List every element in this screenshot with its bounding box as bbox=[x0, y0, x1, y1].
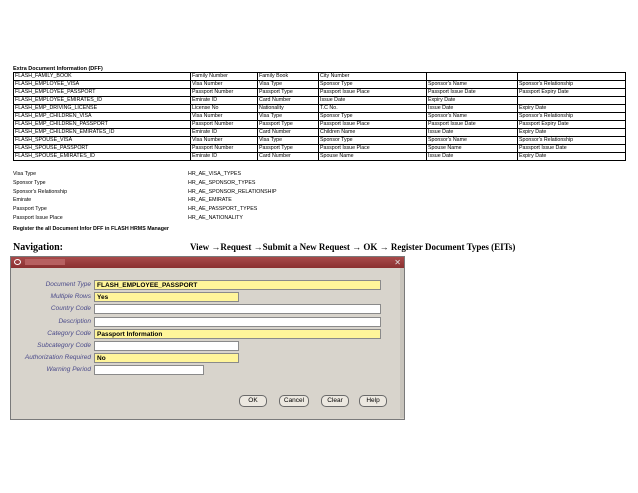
form-row bbox=[11, 291, 404, 303]
table-cell: Issue Date bbox=[427, 153, 518, 161]
table-cell: Issue Date bbox=[427, 105, 518, 113]
table-cell: City Number bbox=[319, 73, 427, 81]
table-cell: Visa Number bbox=[191, 137, 258, 145]
table-cell bbox=[518, 97, 626, 105]
field-label: Description bbox=[58, 317, 91, 325]
value-set-list bbox=[13, 170, 277, 223]
table-cell: Passport Issue Place bbox=[319, 121, 427, 129]
navigation-path: View →Request →Submit a New Request → OK → Register Document Types (EITs) bbox=[190, 242, 516, 252]
table-cell: FLASH_EMP_DRIVING_LICENSE bbox=[14, 105, 191, 113]
table-cell: Passport Number bbox=[191, 145, 258, 153]
table-cell: License No bbox=[191, 105, 258, 113]
cancel-button[interactable]: Cancel bbox=[279, 395, 309, 407]
form-row bbox=[11, 364, 404, 376]
table-cell: Passport Expiry Date bbox=[518, 89, 626, 97]
table-cell: Passport Type bbox=[258, 121, 319, 129]
field-label: Subcategory Code bbox=[37, 342, 91, 349]
form-field-input[interactable]: No bbox=[94, 353, 239, 363]
table-cell: FLASH_EMPLOYEE_EMIRATES_ID bbox=[14, 97, 191, 105]
table-cell: Card Number bbox=[258, 129, 319, 137]
table-cell: Passport Type bbox=[258, 89, 319, 97]
navigation-label: Navigation: bbox=[13, 242, 63, 253]
value-set-value: HR_AE_SPONSOR_TYPES bbox=[188, 179, 256, 186]
table-cell: Card Number bbox=[258, 153, 319, 161]
table-cell: FLASH_SPOUSE_EMIRATES_ID bbox=[14, 153, 191, 161]
table-cell: Passport Issue Place bbox=[319, 89, 427, 97]
form-field-input[interactable]: Passport Information bbox=[94, 329, 381, 339]
table-row bbox=[14, 81, 626, 89]
table-cell: Sponsor's Relationship bbox=[518, 137, 626, 145]
table-cell bbox=[518, 73, 626, 81]
table-cell: Expiry Date bbox=[427, 97, 518, 105]
form-row bbox=[11, 328, 404, 340]
form-row bbox=[11, 352, 404, 364]
table-cell: Emirate ID bbox=[191, 129, 258, 137]
table-cell: Card Number bbox=[258, 97, 319, 105]
table-cell: Sponsor's Name bbox=[427, 137, 518, 145]
field-label: Warning Period bbox=[46, 366, 91, 374]
table-cell: Sponsor's Name bbox=[427, 81, 518, 89]
window-scrollbar[interactable] bbox=[400, 268, 404, 418]
table-cell: Visa Number bbox=[191, 113, 258, 121]
value-set-value: HR_AE_NATIONALITY bbox=[188, 214, 243, 221]
table-cell: Children Name bbox=[319, 129, 427, 137]
table-cell: T.C No. bbox=[319, 105, 427, 113]
table-cell: Sponsor's Relationship bbox=[518, 81, 626, 89]
table-cell: Family Number bbox=[191, 73, 258, 81]
table-cell: FLASH_FAMILY_BOOK bbox=[14, 73, 191, 81]
table-cell: Sponsor Type bbox=[319, 137, 427, 145]
table-cell: Nationality bbox=[258, 105, 319, 113]
oracle-logo-icon bbox=[14, 259, 21, 265]
table-cell: Spouse Name bbox=[427, 145, 518, 153]
register-document-types-window bbox=[10, 256, 405, 420]
form-field-input[interactable] bbox=[94, 341, 239, 351]
form-field-input[interactable] bbox=[94, 317, 381, 327]
table-cell: Visa Number bbox=[191, 81, 258, 89]
value-set-row bbox=[13, 196, 277, 205]
table-cell: Sponsor Type bbox=[319, 81, 427, 89]
form-field-input[interactable] bbox=[94, 365, 204, 375]
table-cell: Passport Issue Date bbox=[427, 121, 518, 129]
field-label: Country Code bbox=[50, 305, 91, 313]
table-row bbox=[14, 73, 626, 81]
table-cell: FLASH_EMP_CHILDREN_PASSPORT bbox=[14, 121, 191, 129]
value-set-row bbox=[13, 214, 277, 223]
window-titlebar bbox=[11, 257, 404, 268]
table-row bbox=[14, 129, 626, 137]
help-button[interactable]: Help bbox=[359, 395, 387, 407]
table-cell: Passport Number bbox=[191, 89, 258, 97]
field-label: Authorization Required bbox=[24, 354, 91, 362]
form-field-input[interactable] bbox=[94, 304, 381, 314]
table-cell: Sponsor Type bbox=[319, 113, 427, 121]
table-cell: Issue Date bbox=[427, 129, 518, 137]
table-cell: Passport Issue Date bbox=[427, 89, 518, 97]
table-cell: FLASH_EMP_CHILDREN_EMIRATES_ID bbox=[14, 129, 191, 137]
clear-button[interactable]: Clear bbox=[321, 395, 349, 407]
value-set-value: HR_AE_VISA_TYPES bbox=[188, 171, 241, 177]
value-set-row bbox=[13, 188, 277, 197]
register-note: Register the all Document Infor DFF in FLASH HRMS Manager bbox=[13, 226, 169, 232]
value-set-key: Passport Issue Place bbox=[13, 214, 63, 221]
table-cell: Emirate ID bbox=[191, 153, 258, 161]
value-set-key: Passport Type bbox=[13, 206, 47, 213]
table-row bbox=[14, 113, 626, 121]
form-row bbox=[11, 303, 404, 315]
field-label: Multiple Rows bbox=[50, 293, 91, 301]
table-row bbox=[14, 97, 626, 105]
table-cell: Passport Number bbox=[191, 121, 258, 129]
table-cell: Expiry Date bbox=[518, 153, 626, 161]
value-set-key: Sponsor Type bbox=[13, 179, 46, 186]
field-label: Document Type bbox=[45, 281, 91, 288]
form-row bbox=[11, 316, 404, 328]
value-set-value: HR_AE_SPONSOR_RELATIONSHIP bbox=[188, 188, 277, 195]
table-cell: FLASH_EMP_CHILDREN_VISA bbox=[14, 113, 191, 121]
table-cell: Sponsor's Relationship bbox=[518, 113, 626, 121]
table-cell: FLASH_SPOUSE_VISA bbox=[14, 137, 191, 145]
value-set-key: Sponsor's Relationship bbox=[13, 188, 68, 195]
table-cell: FLASH_EMPLOYEE_PASSPORT bbox=[14, 89, 191, 97]
dff-table bbox=[13, 72, 626, 161]
table-cell: Visa Type bbox=[258, 81, 319, 89]
value-set-value: HR_AE_EMIRATE bbox=[188, 197, 232, 204]
close-icon[interactable]: ✕ bbox=[394, 258, 401, 267]
table-cell: Family Book bbox=[258, 73, 319, 81]
value-set-row bbox=[13, 179, 277, 188]
value-set-key: Visa Type bbox=[13, 171, 37, 177]
table-cell: Expiry Date bbox=[518, 105, 626, 113]
table-row bbox=[14, 137, 626, 145]
form-row bbox=[11, 279, 404, 291]
table-row bbox=[14, 153, 626, 161]
form-field-input[interactable]: Yes bbox=[94, 292, 239, 302]
value-set-row bbox=[13, 205, 277, 214]
table-cell: Passport Expiry Date bbox=[518, 121, 626, 129]
table-row bbox=[14, 121, 626, 129]
table-row bbox=[14, 105, 626, 113]
table-row bbox=[14, 145, 626, 153]
form-field-input[interactable]: FLASH_EMPLOYEE_PASSPORT bbox=[94, 280, 381, 290]
table-cell: Expiry Date bbox=[518, 129, 626, 137]
table-cell: Visa Type bbox=[258, 113, 319, 121]
table-cell: Passport Issue Place bbox=[319, 145, 427, 153]
table-cell: Issue Date bbox=[319, 97, 427, 105]
table-cell bbox=[427, 73, 518, 81]
table-cell: Passport Type bbox=[258, 145, 319, 153]
dff-heading: Extra Document Information (DFF) bbox=[13, 66, 103, 72]
table-cell: FLASH_SPOUSE_PASSPORT bbox=[14, 145, 191, 153]
table-cell: Sponsor's Name bbox=[427, 113, 518, 121]
table-cell: Visa Type bbox=[258, 137, 319, 145]
field-label: Category Code bbox=[47, 329, 91, 337]
window-title-redacted bbox=[25, 259, 65, 265]
value-set-row bbox=[13, 170, 277, 179]
table-cell: Spouse Name bbox=[319, 153, 427, 161]
form-row bbox=[11, 340, 404, 352]
ok-button[interactable]: OK bbox=[239, 395, 267, 407]
table-cell: Emirate ID bbox=[191, 97, 258, 105]
value-set-value: HR_AE_PASSPORT_TYPES bbox=[188, 206, 258, 213]
table-cell: FLASH_EMPLOYEE_VISA bbox=[14, 81, 191, 89]
value-set-key: Emirate bbox=[13, 197, 32, 204]
table-cell: Passport Issue Date bbox=[518, 145, 626, 153]
table-row bbox=[14, 89, 626, 97]
